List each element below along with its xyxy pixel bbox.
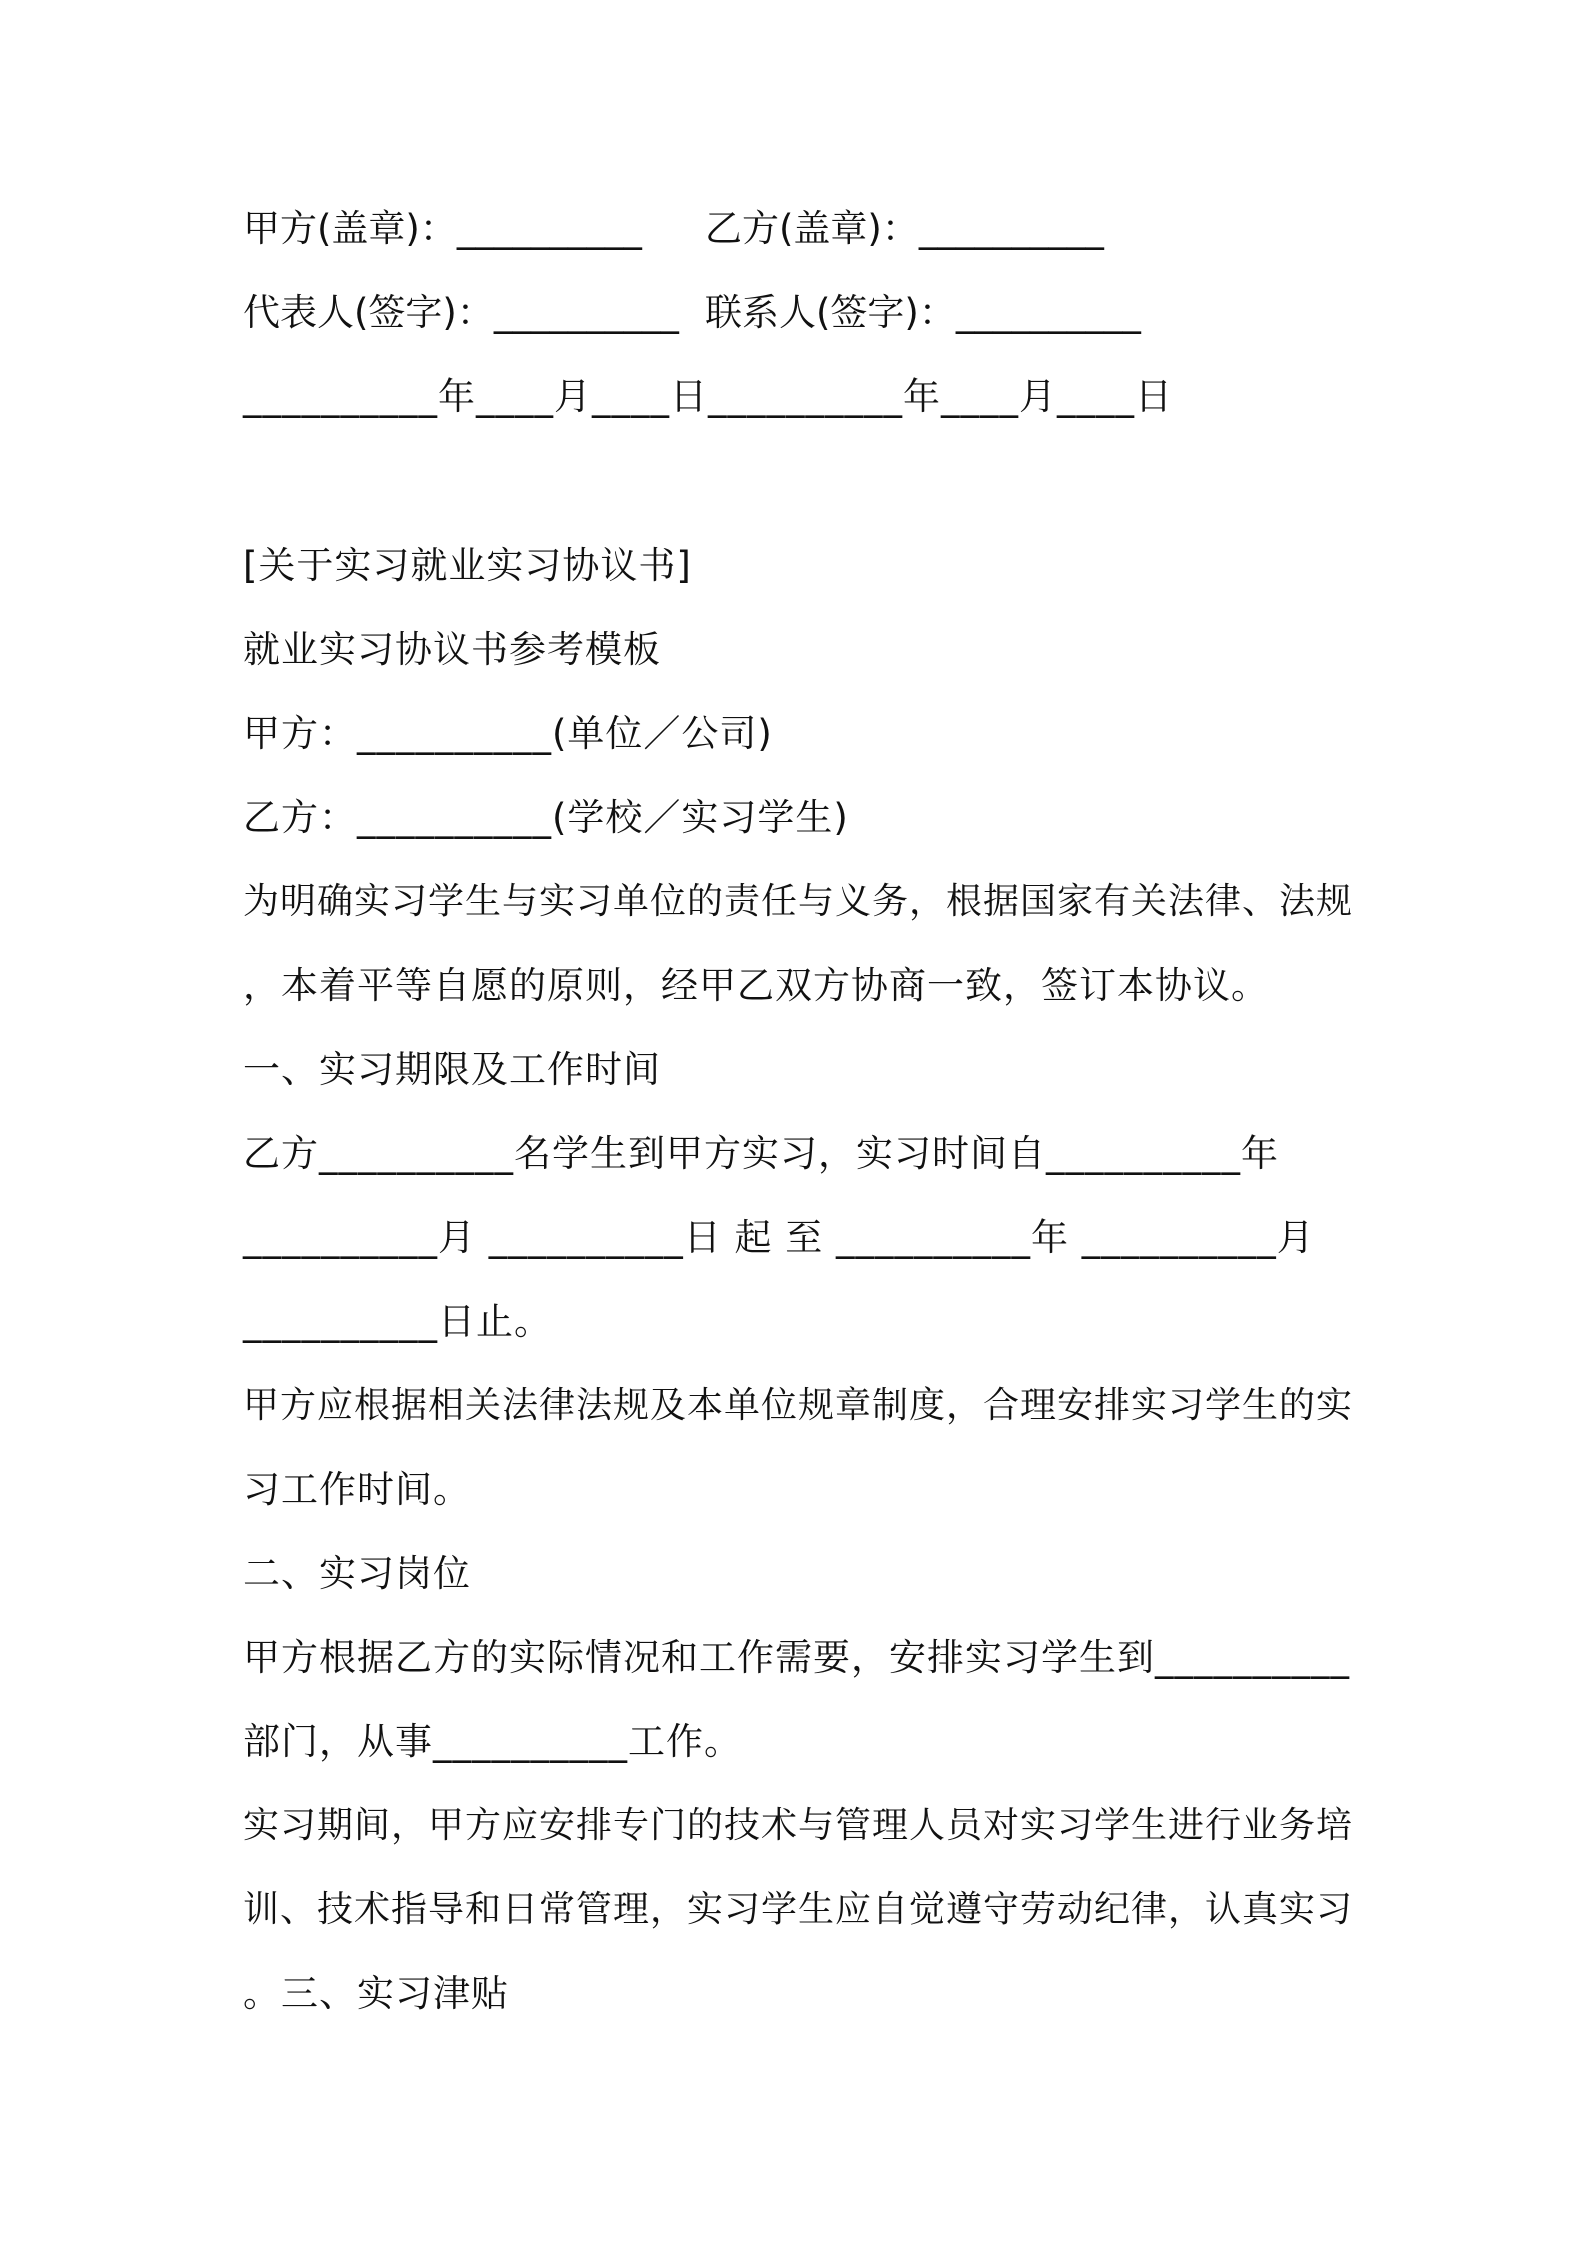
intro-paragraph-line: 为明确实习学生与实习单位的责任与义务，根据国家有关法律、法规: [243, 881, 1354, 922]
section-1-paragraph-line: __________日止。: [243, 1300, 552, 1343]
party-a-seal-line: 甲方(盖章)：__________: [243, 207, 642, 250]
section-1-paragraph-line: __________月 __________日 起 至 __________年 __________月: [243, 1216, 1315, 1259]
section-2-paragraph-line: 。三、实习津贴: [243, 1972, 509, 2015]
signature-dates-line: __________年____月____日__________年____月____日: [243, 375, 1173, 418]
party-a-line: 甲方：__________(单位／公司): [243, 712, 773, 755]
document-bracket-title: [关于实习就业实习协议书]: [243, 544, 692, 587]
document-subtitle: 就业实习协议书参考模板: [243, 628, 661, 671]
section-1-heading: 一、实习期限及工作时间: [243, 1048, 661, 1091]
section-1-paragraph-line: 习工作时间。: [243, 1468, 471, 1511]
party-a-representative-line: 代表人(签字)：__________: [243, 291, 679, 334]
section-2-paragraph-line: 训、技术指导和日常管理，实习学生应自觉遵守劳动纪律，认真实习: [243, 1889, 1354, 1930]
section-2-paragraph-line: 甲方根据乙方的实际情况和工作需要，安排实习学生到__________: [243, 1636, 1350, 1679]
section-1-paragraph-line: 乙方__________名学生到甲方实习，实习时间自__________年: [243, 1132, 1279, 1175]
section-1-paragraph-line: 甲方应根据相关法律法规及本单位规章制度，合理安排实习学生的实: [243, 1385, 1354, 1426]
section-2-paragraph-line: 实习期间，甲方应安排专门的技术与管理人员对实习学生进行业务培: [243, 1805, 1354, 1846]
party-b-seal-line: 乙方(盖章)：__________: [705, 207, 1104, 250]
section-2-paragraph-line: 部门，从事__________工作。: [243, 1720, 742, 1763]
party-b-line: 乙方：__________(学校／实习学生): [243, 796, 849, 839]
section-2-heading: 二、实习岗位: [243, 1552, 471, 1595]
intro-paragraph-line: ，本着平等自愿的原则，经甲乙双方协商一致，签订本协议。: [243, 964, 1269, 1007]
party-b-contact-line: 联系人(签字)：__________: [705, 291, 1141, 334]
